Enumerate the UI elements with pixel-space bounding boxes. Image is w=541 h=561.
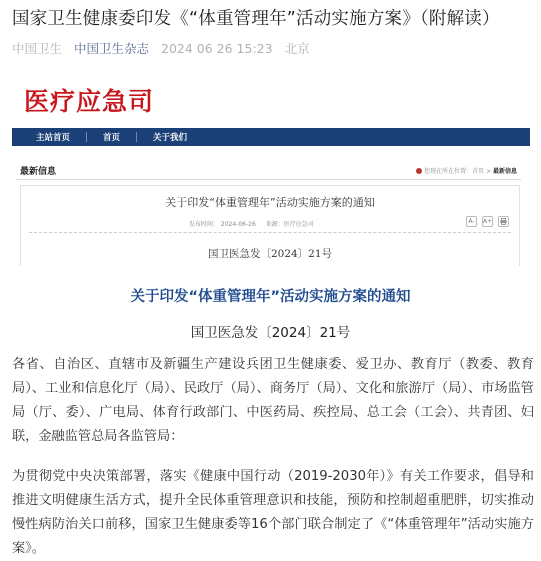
site-navbar xyxy=(12,128,530,146)
publish-datetime: 2024 06 26 15:23 xyxy=(161,41,273,56)
breadcrumb-prefix[interactable]: 您现在所在位置：首页 > xyxy=(424,168,493,175)
article-meta xyxy=(12,39,318,57)
font-increase-icon[interactable]: A+ xyxy=(482,218,493,225)
body-title: 关于印发“体重管理年”活动实施方案的通知 xyxy=(130,289,411,305)
notice-meta xyxy=(189,219,322,228)
body-paragraph-intro: 为贯彻党中央决策部署，落实《健康中国行动（2019-2030年）》有关工作要求，倡导和推进文明健康生活方式，提升全民体重管理意识和技能，预防和控制超重肥胖，切实推动慢性病防治关口前移，国家卫生健康委等16个部门联合制定了《“体重管理年”活动实施方案》。 xyxy=(12,469,534,556)
body-paragraph-recipients: 各省、自治区、直辖市及新疆生产建设兵团卫生健康委、爱卫办、教育厅（教委、教育局）、工业和信息化厅（局）、民政厅（局）、商务厅（局）、文化和旅游厅（局）、市场监管局（厅、委）、广电局、体育行政部门、中医药局、疾控局、总工会（工会）、共青团、妇联，金融监管总局各监管局： xyxy=(12,357,534,444)
notice-doc-number: 国卫医急发〔2024〕21号 xyxy=(207,248,333,260)
article-title: 国家卫生健康委印发《“体重管理年”活动实施方案》（附解读） xyxy=(12,9,500,29)
notice-source: 来源：医疗应急司 xyxy=(265,221,314,228)
notice-title: 关于印发“体重管理年”活动实施方案的通知 xyxy=(165,196,375,209)
source-label: 中国卫生 xyxy=(12,41,63,56)
breadcrumb xyxy=(416,166,517,175)
latest-info-bar xyxy=(16,158,521,180)
body-doc-number: 国卫医急发〔2024〕21号 xyxy=(190,325,351,341)
notice-publish-time: 发布时间： 2024-06-26 xyxy=(189,221,256,228)
account-link[interactable]: 中国卫生杂志 xyxy=(74,41,150,56)
department-title: 医疗应急司 xyxy=(24,87,155,116)
latest-info-label: 最新信息 xyxy=(20,167,57,177)
location-icon xyxy=(416,168,422,174)
font-decrease-icon[interactable]: A- xyxy=(466,216,477,227)
embedded-screenshot xyxy=(12,68,530,266)
notice-box xyxy=(20,185,520,266)
nav-item-main-home[interactable]: 主站首页 xyxy=(36,133,71,143)
print-icon[interactable] xyxy=(498,216,509,227)
breadcrumb-current: 最新信息 xyxy=(492,168,517,175)
notice-divider xyxy=(29,232,511,233)
nav-item-home[interactable]: 首页 xyxy=(103,133,121,143)
text-tools xyxy=(466,216,509,227)
publish-location: 北京 xyxy=(284,41,310,56)
nav-item-about[interactable]: 关于我们 xyxy=(153,133,188,143)
